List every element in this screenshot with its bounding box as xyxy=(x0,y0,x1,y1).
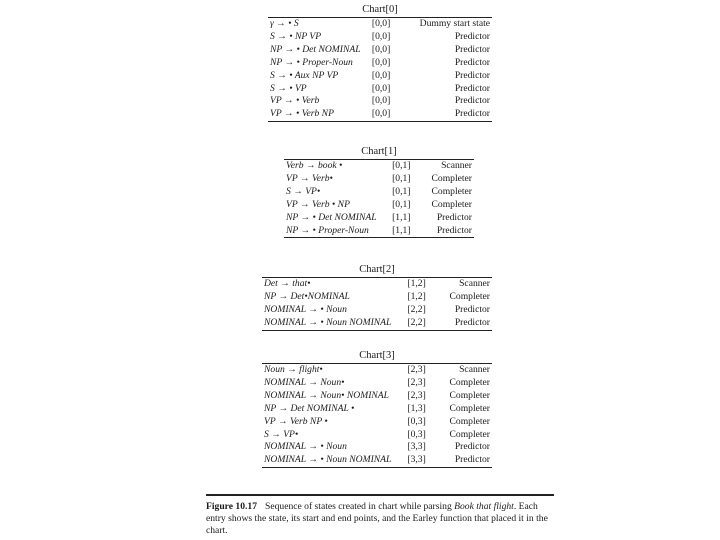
chart-row xyxy=(262,429,492,442)
chart-span: [2,3] xyxy=(407,376,426,388)
chart-rule: S → VP• xyxy=(286,185,321,197)
chart-span: [2,3] xyxy=(407,364,426,375)
chart-span: [0,0] xyxy=(371,95,391,107)
chart-rule: S → • VP xyxy=(270,82,307,94)
chart-span: [2,2] xyxy=(407,303,426,315)
chart-rule: NOMINAL → • Noun xyxy=(264,441,347,453)
caption-text: Sequence of states created in chart while parsing xyxy=(265,501,455,512)
chart-function: Predictor xyxy=(454,108,490,120)
chart-row xyxy=(262,304,492,317)
chart-3 xyxy=(262,350,492,468)
chart-function: Scanner xyxy=(459,364,490,375)
chart-rule: Noun → flight• xyxy=(264,364,323,375)
chart-span: [2,3] xyxy=(407,389,426,401)
chart-function: Predictor xyxy=(454,316,490,328)
chart-row xyxy=(284,199,474,212)
chart-rule: NP → • Proper-Noun xyxy=(286,224,369,236)
chart-row xyxy=(268,18,492,31)
chart-1 xyxy=(284,146,474,238)
chart-row xyxy=(262,390,492,403)
chart-rule: NP → • Det NOMINAL xyxy=(286,211,377,223)
chart-rule: VP → Verb • NP xyxy=(286,198,350,210)
chart-function: Completer xyxy=(449,428,490,440)
chart-rule: VP → • Verb NP xyxy=(270,108,334,120)
chart-rule: NP → Det NOMINAL • xyxy=(264,402,355,414)
chart-title: Chart[0] xyxy=(362,4,398,15)
chart-function: Predictor xyxy=(454,454,490,466)
chart-function: Predictor xyxy=(454,56,490,68)
chart-rule: S → • Aux NP VP xyxy=(270,69,339,81)
chart-row xyxy=(284,160,474,173)
chart-span: [3,3] xyxy=(407,454,426,466)
chart-span: [0,0] xyxy=(371,69,391,81)
figure-label: Figure 10.17 xyxy=(206,501,257,512)
chart-row xyxy=(262,317,492,330)
chart-title: Chart[1] xyxy=(361,146,397,157)
chart-span: [1,1] xyxy=(392,224,411,236)
chart-rule: VP → • Verb xyxy=(270,95,320,107)
chart-row xyxy=(284,225,474,238)
chart-rule: Verb → book • xyxy=(286,160,343,171)
chart-row xyxy=(262,278,492,291)
chart-row xyxy=(262,441,492,454)
chart-rule: NOMINAL → Noun• xyxy=(264,376,345,388)
chart-span: [0,0] xyxy=(371,30,391,42)
chart-function: Predictor xyxy=(436,211,472,223)
chart-row xyxy=(268,95,492,108)
chart-rule: NOMINAL → • Noun NOMINAL xyxy=(264,454,392,466)
chart-row xyxy=(262,364,492,377)
chart-span: [3,3] xyxy=(407,441,426,453)
chart-span: [0,0] xyxy=(371,82,391,94)
chart-function: Predictor xyxy=(454,69,490,81)
chart-span: [1,2] xyxy=(407,290,426,302)
chart-function: Completer xyxy=(431,198,472,210)
chart-rule: NOMINAL → Noun• NOMINAL xyxy=(264,389,389,401)
chart-row xyxy=(268,57,492,70)
chart-row xyxy=(268,70,492,83)
chart-title: Chart[3] xyxy=(359,350,395,361)
chart-function: Scanner xyxy=(441,160,472,171)
chart-table xyxy=(284,159,474,238)
chart-row xyxy=(262,377,492,390)
chart-function: Scanner xyxy=(459,278,490,289)
chart-rule: NOMINAL → • Noun xyxy=(264,303,347,315)
chart-span: [2,2] xyxy=(407,316,426,328)
chart-function: Predictor xyxy=(454,43,490,55)
chart-rule: NP → • Proper-Noun xyxy=(270,56,353,68)
chart-row xyxy=(284,186,474,199)
caption-italic-text: Book that flight xyxy=(454,501,514,512)
chart-span: [0,0] xyxy=(371,56,391,68)
chart-table xyxy=(262,277,492,331)
chart-row xyxy=(262,454,492,467)
chart-function: Completer xyxy=(431,185,472,197)
chart-function: Dummy start state xyxy=(419,18,490,29)
chart-row xyxy=(262,416,492,429)
chart-function: Predictor xyxy=(436,224,472,236)
chart-span: [0,3] xyxy=(407,428,426,440)
chart-rule: S → VP• xyxy=(264,428,299,440)
chart-function: Predictor xyxy=(454,441,490,453)
chart-row xyxy=(262,403,492,416)
chart-span: [1,1] xyxy=(392,211,411,223)
chart-rule: S → • NP VP xyxy=(270,30,322,42)
chart-span: [1,2] xyxy=(407,278,426,289)
chart-row xyxy=(284,212,474,225)
chart-function: Completer xyxy=(431,172,472,184)
chart-rule: NOMINAL → • Noun NOMINAL xyxy=(264,316,392,328)
chart-function: Completer xyxy=(449,415,490,427)
chart-rule: NP → Det•NOMINAL xyxy=(264,290,350,302)
chart-0 xyxy=(268,4,492,122)
chart-span: [0,0] xyxy=(371,43,391,55)
caption-text-end: . Each entry shows the state, its start and end points, and the Earley function that placed it in the chart. xyxy=(206,501,548,536)
chart-function: Completer xyxy=(449,402,490,414)
chart-span: [0,1] xyxy=(392,172,411,184)
figure-caption xyxy=(206,494,554,537)
chart-table xyxy=(262,363,492,468)
chart-span: [0,1] xyxy=(392,198,411,210)
chart-span: [0,1] xyxy=(392,185,411,197)
chart-rule: NP → • Det NOMINAL xyxy=(270,43,361,55)
chart-row xyxy=(262,291,492,304)
chart-function: Completer xyxy=(449,376,490,388)
chart-rule: γ → • S xyxy=(270,18,299,29)
chart-function: Predictor xyxy=(454,95,490,107)
chart-title: Chart[2] xyxy=(359,264,395,275)
chart-span: [1,3] xyxy=(407,402,426,414)
chart-function: Predictor xyxy=(454,303,490,315)
chart-row xyxy=(268,108,492,121)
chart-rule: VP → Verb• xyxy=(286,172,333,184)
chart-span: [0,0] xyxy=(371,108,391,120)
chart-span: [0,0] xyxy=(371,18,391,29)
chart-table xyxy=(268,17,492,122)
chart-rule: VP → Verb NP • xyxy=(264,415,328,427)
chart-row xyxy=(268,83,492,96)
chart-function: Predictor xyxy=(454,30,490,42)
chart-row xyxy=(284,173,474,186)
chart-2 xyxy=(262,264,492,331)
chart-function: Completer xyxy=(449,290,490,302)
chart-span: [0,3] xyxy=(407,415,426,427)
chart-function: Completer xyxy=(449,389,490,401)
chart-row xyxy=(268,44,492,57)
chart-span: [0,1] xyxy=(392,160,411,171)
chart-function: Predictor xyxy=(454,82,490,94)
chart-rule: Det → that• xyxy=(264,278,311,289)
chart-row xyxy=(268,31,492,44)
